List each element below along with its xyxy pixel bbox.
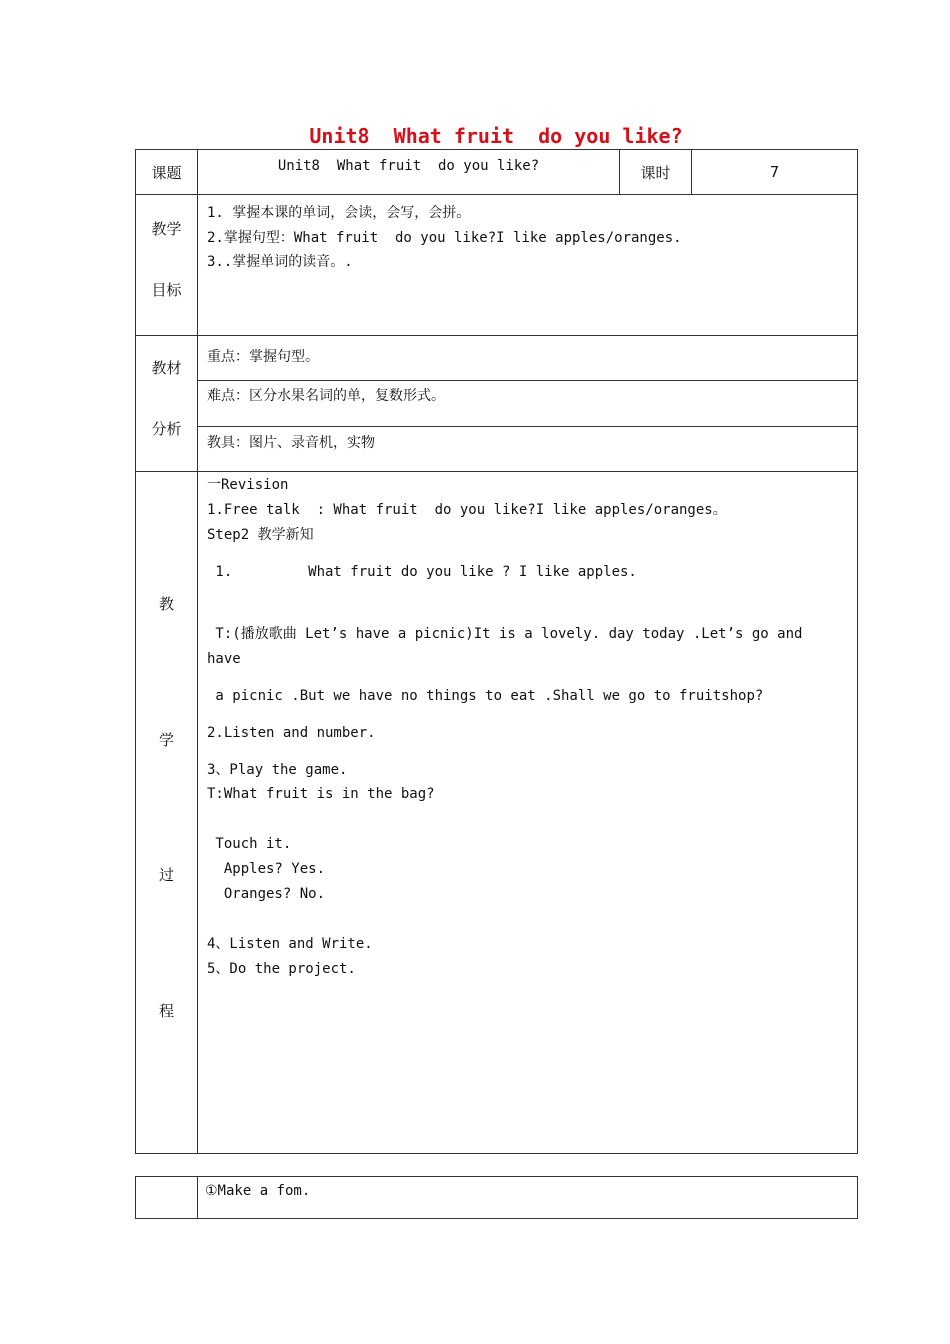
process-label: 教 学 过 程 xyxy=(136,472,198,1154)
homework-table xyxy=(135,1176,858,1219)
key-point-cell xyxy=(198,336,858,381)
period-label: 课时 xyxy=(620,150,692,195)
process-line: a picnic .But we have no things to eat .Shall we go to fruitshop? xyxy=(207,688,764,704)
difficulty: 难点：区分水果名词的单，复数形式。 xyxy=(207,388,445,405)
process-line: 1.Free talk : What fruit do you like?I like apples/oranges。 xyxy=(207,502,727,518)
process-line: 1. What fruit do you like ? I like apples. xyxy=(207,564,637,580)
tools: 教具：图片、录音机，实物 xyxy=(207,434,375,451)
process-line: Apples? Yes. xyxy=(207,861,326,877)
topic-label: 课题 xyxy=(136,150,198,195)
process-line: 一Revision xyxy=(207,477,289,493)
process-line: 5、Do the project. xyxy=(207,961,356,977)
process-line: 3、Play the game. xyxy=(207,762,348,778)
process-line: T:What fruit is in the bag? xyxy=(207,786,435,802)
tools-cell xyxy=(198,426,858,471)
homework-content xyxy=(198,1177,858,1219)
page-title: Unit8 What fruit do you like? xyxy=(309,124,683,148)
process-line: Oranges? No. xyxy=(207,886,326,902)
process-line: have xyxy=(207,651,241,667)
process-line: Step2 教学新知 xyxy=(207,527,314,543)
topic-value: Unit8 What fruit do you like? xyxy=(198,150,620,195)
objectives-content xyxy=(198,195,858,336)
process-line: T:(播放歌曲 Let’s have a picnic)It is a lovely. day today .Let’s go and xyxy=(207,626,803,642)
objectives-label: 教学 目标 xyxy=(136,195,198,336)
period-value: 7 xyxy=(692,150,858,195)
process-line: 4、Listen and Write. xyxy=(207,936,373,952)
analysis-label: 教材 分析 xyxy=(136,336,198,472)
lesson-plan-table xyxy=(135,149,858,1154)
objective-1: 1. 掌握本课的单词，会读，会写，会拼。 xyxy=(207,205,471,221)
key-point: 重点：掌握句型。 xyxy=(207,349,319,365)
objective-2: 2.掌握句型：What fruit do you like?I like apples/oranges. xyxy=(207,230,682,246)
objective-3: 3..掌握单词的读音。. xyxy=(207,254,353,270)
homework-label xyxy=(136,1177,198,1219)
process-content xyxy=(198,472,858,1154)
homework-text: ①Make a fom. xyxy=(205,1183,311,1199)
process-line: 2.Listen and number. xyxy=(207,725,376,741)
difficulty-cell xyxy=(198,381,858,426)
process-line: Touch it. xyxy=(207,836,292,852)
